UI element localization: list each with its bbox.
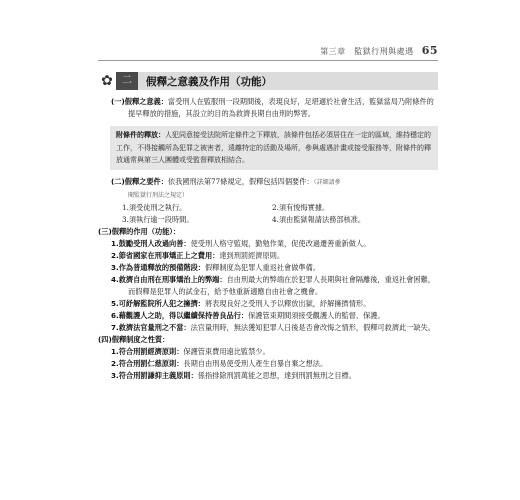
function-item <box>98 250 438 262</box>
system-term: 3.符合刑罰謙抑主義原則： <box>111 370 198 380</box>
note-box <box>110 126 438 170</box>
function-item <box>98 238 438 250</box>
page-number: 65 <box>421 44 438 57</box>
requirements-text: 依我國刑法第77條規定，假釋包括四個要件： <box>167 176 314 186</box>
function-item <box>98 262 438 274</box>
section-heading-bar <box>98 72 438 90</box>
header-rule <box>98 60 438 61</box>
requirement-item: 1.須受徒刑之執行。 <box>122 202 187 212</box>
function-item <box>98 298 438 310</box>
system-text: 長期自由刑易使受刑人產生自暴自棄之想法。 <box>183 358 328 368</box>
system-term: 2.符合刑罰仁慈原則： <box>111 358 184 368</box>
chapter-title: 第三章 監獄行刑與處遇 <box>320 47 414 56</box>
function-text: 使受刑人格守監規，勤勉作業，促使改過遷善重新做人。 <box>190 238 371 248</box>
function-term: 3.作為普通釋放的預備階段： <box>111 262 205 272</box>
requirement-item: 3.須執行逾一段時間。 <box>122 214 194 224</box>
function-term: 7.救濟法官量刑之不當： <box>111 322 191 332</box>
requirements-list <box>98 214 438 226</box>
system-item <box>98 370 438 382</box>
system-term: 1.符合刑罰經濟原則： <box>111 346 184 356</box>
requirements-paragraph <box>98 176 438 202</box>
requirements-aside-2: 閱監獄行刑法之規定） <box>128 191 189 199</box>
system-item <box>98 346 438 358</box>
function-text: 自由刑最大的弊端在於犯罪人長期與社會隔離後，重返社會困難，而假釋是犯罪人的試金石，給予他重新適應自由社會之機會。 <box>128 274 435 296</box>
flower-bullet-icon: ✿ <box>98 72 116 90</box>
function-item <box>98 322 438 334</box>
function-text: 達到刑罰經濟原則。 <box>219 250 285 260</box>
function-text: 法官量刑時，無法獲知犯罪人日後是否會改悔之情形，假釋可救濟此一缺失。 <box>190 322 435 332</box>
function-term: 4.救濟自由刑在刑事矯治上的弊端： <box>111 274 227 284</box>
function-text: 保護管束期間須接受觀護人的監督、保護。 <box>248 310 385 320</box>
function-item <box>98 310 438 322</box>
system-text: 保護管束費用遠比監禁少。 <box>183 346 270 356</box>
system-text: 係指排除刑罰萬能之思想，達到刑罰無刑之目標。 <box>197 370 356 380</box>
requirements-list <box>98 202 438 214</box>
section-number: 二 <box>116 72 138 90</box>
requirements-label: (二)假釋之要件： <box>111 176 168 186</box>
requirement-item: 2.須有悛悔實據。 <box>272 202 330 212</box>
meaning-label: (一)假釋之意義： <box>111 97 168 106</box>
function-text: 將表現良好之受刑人予以釋放出獄，紓解擁擠情形。 <box>204 298 371 308</box>
note-text: 人犯同意接受法院所定條件之下釋放，該條件包括必須居住在一定的區域，維持穩定的工作，不得接觸所為犯罪之被害者，遠離特定的活動及場所，參與處遇計畫或接受服務等，附條件的釋放通常與第三人團體或受監督釋放相結合。 <box>116 131 431 164</box>
system-item <box>98 358 438 370</box>
function-term: 5.可紓解監院所人犯之擁擠： <box>111 298 205 308</box>
page-body <box>98 96 438 382</box>
function-item <box>98 274 438 298</box>
meaning-text: 當受刑人在監服刑一段期間後，表現良好，足堪適於社會生活，監獄當局乃附條件的提早釋放的措施，其設立的目的為救濟長期自由刑的弊害。 <box>128 97 434 118</box>
meaning-paragraph <box>98 96 438 120</box>
section-title: 假釋之意義及作用（功能） <box>146 75 272 88</box>
function-term: 6.藉觀護人之助，得以繼續保持善良品行： <box>111 310 249 320</box>
note-label: 附條件的釋放： <box>116 131 165 139</box>
requirement-item: 4.須由監獄報請法務部核准。 <box>272 214 366 224</box>
function-term: 2.節省國家在刑事矯正上之費用： <box>111 250 220 260</box>
functions-label: (三)假釋的作用（功能）： <box>98 226 181 236</box>
function-text: 假釋制度為犯罪人重返社會做準備。 <box>204 262 320 272</box>
requirements-aside-1: （詳細請參 <box>313 178 341 186</box>
running-header <box>98 44 438 57</box>
function-term: 1.鼓勵受刑人改過向善： <box>111 238 191 248</box>
system-label: (四)假釋制度之性質： <box>98 334 170 344</box>
